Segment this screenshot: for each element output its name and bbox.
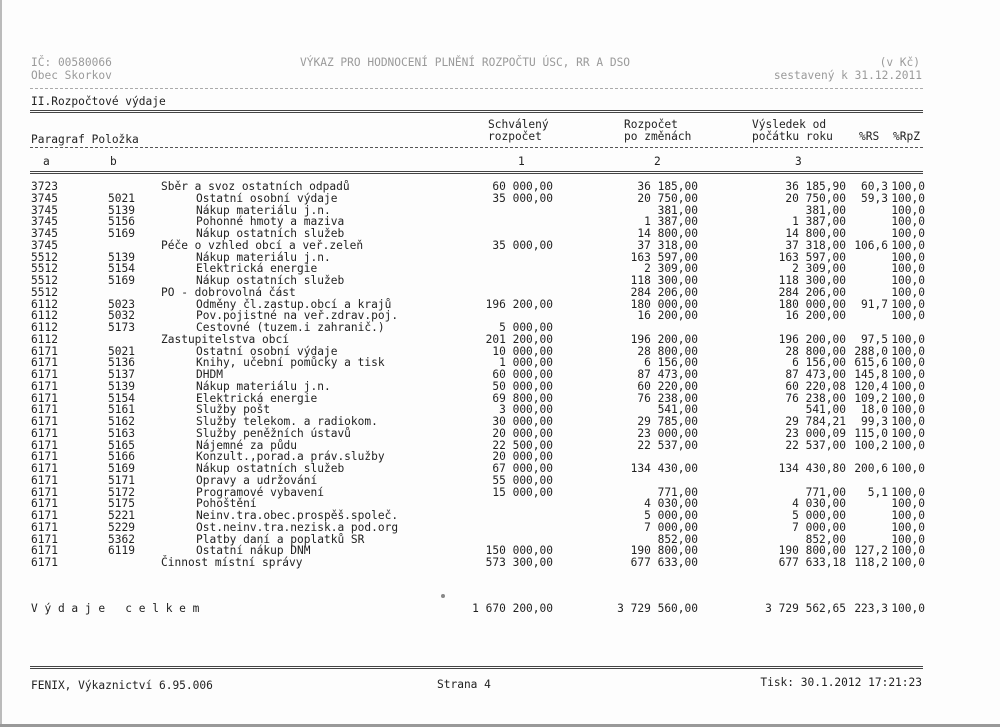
rpz-cell: 100,0	[891, 415, 925, 428]
paragraf-cell: 6171	[31, 403, 58, 417]
rpz-cell: 100,0	[891, 203, 925, 217]
paragraf-cell: 3745	[31, 203, 58, 217]
paragraf-cell: 5512	[31, 250, 58, 264]
rozpocet-cell: 196 200,00	[630, 332, 698, 346]
table-top-rule	[30, 171, 923, 174]
polozka-cell: 5021	[108, 191, 135, 205]
item-name-cell: Služby peněžních ústavů	[196, 426, 351, 440]
schvaleny-cell: 69 800,00	[492, 391, 553, 405]
schvaleny-cell: 55 000,00	[492, 473, 553, 487]
col-letter-a: a	[43, 155, 50, 168]
item-name-cell: Knihy, učební pomůcky a tisk	[196, 356, 385, 370]
rs-cell: 288,0	[854, 344, 888, 358]
paragraf-cell: 6171	[31, 379, 58, 393]
item-name-cell: Sběr a svoz ostatních odpadů	[161, 180, 350, 193]
polozka-cell: 5163	[108, 426, 135, 440]
item-name-cell: Elektrická energie	[196, 262, 318, 276]
rpz-cell: 100,0	[891, 180, 925, 193]
schvaleny-cell: 50 000,00	[492, 379, 553, 393]
total-schvaleny: 1 670 200,00	[472, 602, 553, 615]
vysledek-cell: 163 597,00	[778, 250, 846, 264]
table-row	[0, 263, 1000, 275]
polozka-cell: 5139	[108, 203, 135, 217]
rozpocet-cell: 284 206,00	[630, 285, 698, 299]
rozpocet-cell: 76 238,00	[637, 391, 698, 405]
software-label: FENIX, Výkaznictví 6.95.006	[31, 679, 213, 692]
schvaleny-cell: 20 000,00	[492, 450, 553, 464]
table-row	[0, 475, 1000, 487]
polozka-cell: 5139	[108, 379, 135, 393]
rozpocet-cell: 163 597,00	[630, 250, 698, 264]
rpz-cell: 100,0	[891, 462, 925, 475]
ico-label: IČ: 00580066	[31, 56, 112, 69]
paragraf-cell: 6171	[31, 544, 58, 558]
rs-cell: 100,2	[854, 438, 888, 452]
schvaleny-cell: 201 200,00	[485, 332, 553, 346]
paragraf-cell: 6171	[31, 532, 58, 546]
col-number-2: 2	[654, 155, 661, 168]
schvaleny-cell: 3 000,00	[499, 403, 553, 417]
vysledek-cell: 60 220,08	[785, 379, 846, 393]
rpz-cell: 100,0	[891, 426, 925, 440]
polozka-cell: 5023	[108, 297, 135, 311]
col-number-1: 1	[518, 155, 525, 168]
rozpocet-cell: 87 473,00	[637, 368, 698, 381]
paragraf-cell: 6171	[31, 497, 58, 511]
rozpocet-cell: 14 800,00	[637, 227, 698, 240]
polozka-cell: 5139	[108, 250, 135, 264]
paragraf-cell: 6112	[31, 309, 58, 323]
table-row	[0, 428, 1000, 440]
currency-label: (v Kč)	[879, 56, 920, 69]
paragraf-cell: 3745	[31, 227, 58, 240]
item-name-cell: Platby daní a poplatků SR	[196, 532, 365, 546]
report-title: VÝKAZ PRO HODNOCENÍ PLNĚNÍ ROZPOČTU ÚSC, RR A DSO	[300, 56, 631, 69]
rozpocet-cell: 1 387,00	[644, 215, 698, 229]
vysledek-cell: 284 206,00	[778, 285, 846, 299]
col-schvaleny-2: rozpočet	[488, 130, 542, 143]
col-paragraf-polozka: Paragraf Položka	[31, 133, 139, 146]
polozka-cell: 5154	[108, 391, 135, 405]
vysledek-cell: 180 000,00	[778, 297, 846, 311]
rpz-cell: 100,0	[891, 215, 925, 229]
col-rpz: %RpZ	[893, 130, 920, 143]
table-row	[0, 240, 1000, 252]
paragraf-cell: 6171	[31, 368, 58, 381]
schvaleny-cell: 67 000,00	[492, 462, 553, 475]
item-name-cell: Činnost místní správy	[161, 556, 303, 569]
col-vysledek-2: počátku roku	[752, 130, 833, 143]
item-name-cell: Elektrická energie	[196, 391, 318, 405]
rozpocet-cell: 541,00	[657, 403, 698, 417]
polozka-cell: 5169	[108, 227, 135, 240]
municipality-name: Obec Skorkov	[31, 69, 112, 82]
vysledek-cell: 771,00	[805, 485, 846, 499]
vysledek-cell: 1 387,00	[792, 215, 846, 229]
rozpocet-cell: 37 318,00	[637, 238, 698, 252]
rozpocet-cell: 36 185,00	[637, 180, 698, 193]
item-name-cell: Ostatní osobní výdaje	[196, 191, 338, 205]
rozpocet-cell: 852,00	[657, 532, 698, 546]
total-row	[0, 603, 1000, 615]
rpz-cell: 100,0	[891, 344, 925, 358]
rozpocet-cell: 134 430,00	[630, 462, 698, 475]
col-vysledek-1: Výsledek od	[752, 118, 827, 131]
item-name-cell: Pov.pojistné na veř.zdrav.poj.	[196, 309, 399, 323]
section-divider	[30, 110, 923, 113]
paragraf-cell: 6171	[31, 450, 58, 464]
paragraf-cell: 3723	[31, 180, 58, 193]
footer-rule	[30, 666, 923, 669]
scan-speck	[441, 594, 445, 598]
rozpocet-cell: 23 000,00	[637, 426, 698, 440]
item-name-cell: Pohoštění	[196, 497, 257, 511]
schvaleny-cell: 60 000,00	[492, 180, 553, 193]
rpz-cell: 100,0	[891, 403, 925, 417]
vysledek-cell: 190 800,00	[778, 544, 846, 558]
report-date: sestavený k 31.12.2011	[773, 69, 922, 82]
col-rs: %RS	[859, 130, 880, 143]
rpz-cell: 100,0	[891, 379, 925, 393]
schvaleny-cell: 22 500,00	[492, 438, 553, 452]
col-rozpocet-2: po změnách	[624, 130, 692, 143]
paragraf-cell: 6171	[31, 356, 58, 370]
polozka-cell: 5171	[108, 473, 135, 487]
polozka-cell: 5362	[108, 532, 135, 546]
polozka-cell: 5136	[108, 356, 135, 370]
rozpocet-cell: 180 000,00	[630, 297, 698, 311]
item-name-cell: Cestovné (tuzem.i zahranič.)	[196, 321, 385, 334]
item-name-cell: Programové vybavení	[196, 485, 324, 499]
paragraf-cell: 6112	[31, 297, 58, 311]
vysledek-cell: 6 156,00	[792, 356, 846, 370]
schvaleny-cell: 20 000,00	[492, 426, 553, 440]
paragraf-cell: 3745	[31, 238, 58, 252]
col-number-3: 3	[795, 155, 802, 168]
total-rpz: 100,0	[891, 602, 925, 615]
rozpocet-cell: 16 200,00	[637, 309, 698, 323]
rpz-cell: 100,0	[891, 285, 925, 299]
paragraf-cell: 3745	[31, 215, 58, 229]
rpz-cell: 100,0	[891, 556, 925, 569]
paragraf-cell: 5512	[31, 274, 58, 287]
rpz-cell: 100,0	[891, 274, 925, 287]
rs-cell: 120,4	[854, 379, 888, 393]
rs-cell: 99,3	[861, 415, 888, 428]
rpz-cell: 100,0	[891, 497, 925, 511]
vysledek-cell: 196 200,00	[778, 332, 846, 346]
rpz-cell: 100,0	[891, 356, 925, 370]
vysledek-cell: 29 784,21	[785, 415, 846, 428]
total-label: V ý d a j e c e l k e m	[31, 602, 200, 615]
rs-cell: 18,0	[861, 403, 888, 417]
item-name-cell: Nájemné za půdu	[196, 438, 298, 452]
item-name-cell: Služby pošt	[196, 403, 271, 417]
section-title: II.Rozpočtové výdaje	[31, 95, 166, 108]
scan-edge-left	[0, 0, 2, 727]
rpz-cell: 100,0	[891, 520, 925, 534]
polozka-cell: 5137	[108, 368, 135, 381]
rs-cell: 106,6	[854, 238, 888, 252]
rozpocet-cell: 29 785,00	[637, 415, 698, 428]
vysledek-cell: 23 000,09	[785, 426, 846, 440]
rs-cell: 118,2	[854, 556, 888, 569]
polozka-cell: 5173	[108, 321, 135, 334]
rozpocet-cell: 60 220,00	[637, 379, 698, 393]
col-schvaleny-1: Schválený	[488, 118, 549, 131]
paragraf-cell: 6171	[31, 415, 58, 428]
table-row	[0, 193, 1000, 205]
table-row	[0, 381, 1000, 393]
paragraf-cell: 6112	[31, 321, 58, 334]
vysledek-cell: 36 185,90	[785, 180, 846, 193]
table-row	[0, 287, 1000, 299]
vysledek-cell: 37 318,00	[785, 238, 846, 252]
vysledek-cell: 677 633,18	[778, 556, 846, 569]
vysledek-cell: 87 473,00	[785, 368, 846, 381]
table-row	[0, 275, 1000, 287]
paragraf-cell: 6171	[31, 426, 58, 440]
paragraf-cell: 3745	[31, 191, 58, 205]
polozka-cell: 5161	[108, 403, 135, 417]
item-name-cell: Nákup materiálu j.n.	[196, 379, 331, 393]
item-name-cell: Nákup ostatních služeb	[196, 274, 345, 287]
paragraf-cell: 5512	[31, 285, 58, 299]
item-name-cell: Konzult.,porad.a práv.služby	[196, 450, 385, 464]
rpz-cell: 100,0	[891, 532, 925, 546]
rozpocet-cell: 28 800,00	[637, 344, 698, 358]
vysledek-cell: 76 238,00	[785, 391, 846, 405]
schvaleny-cell: 35 000,00	[492, 191, 553, 205]
rpz-cell: 100,0	[891, 438, 925, 452]
schvaleny-cell: 150 000,00	[485, 544, 553, 558]
rpz-cell: 100,0	[891, 509, 925, 522]
rpz-cell: 100,0	[891, 485, 925, 499]
rs-cell: 5,1	[867, 485, 888, 499]
rozpocet-cell: 190 800,00	[630, 544, 698, 558]
rs-cell: 127,2	[854, 544, 888, 558]
polozka-cell: 5154	[108, 262, 135, 276]
paragraf-cell: 5512	[31, 262, 58, 276]
schvaleny-cell: 35 000,00	[492, 238, 553, 252]
polozka-cell: 6119	[108, 544, 135, 558]
rpz-cell: 100,0	[891, 332, 925, 346]
rpz-cell: 100,0	[891, 368, 925, 381]
page-number: Strana 4	[437, 678, 491, 691]
header-divider	[30, 88, 923, 89]
polozka-cell: 5175	[108, 497, 135, 511]
vysledek-cell: 381,00	[805, 203, 846, 217]
paragraf-cell: 6171	[31, 438, 58, 452]
header-rule	[30, 147, 923, 148]
polozka-cell: 5032	[108, 309, 135, 323]
col-rozpocet-1: Rozpočet	[624, 118, 678, 131]
item-name-cell: Ost.neinv.tra.nezisk.a pod.org	[196, 520, 399, 534]
item-name-cell: Opravy a udržování	[196, 473, 318, 487]
vysledek-cell: 118 300,00	[778, 274, 846, 287]
paragraf-cell: 6171	[31, 473, 58, 487]
schvaleny-cell: 10 000,00	[492, 344, 553, 358]
rozpocet-cell: 2 309,00	[644, 262, 698, 276]
rs-cell: 115,0	[854, 426, 888, 440]
paragraf-cell: 6112	[31, 332, 58, 346]
item-name-cell: Nákup materiálu j.n.	[196, 250, 331, 264]
table-row	[0, 299, 1000, 311]
vysledek-cell: 20 750,00	[785, 191, 846, 205]
vysledek-cell: 22 537,00	[785, 438, 846, 452]
rozpocet-cell: 118 300,00	[630, 274, 698, 287]
paragraf-cell: 6171	[31, 344, 58, 358]
polozka-cell: 5221	[108, 509, 135, 522]
item-name-cell: Služby telekom. a radiokom.	[196, 415, 378, 428]
rpz-cell: 100,0	[891, 544, 925, 558]
total-rs: 223,3	[854, 602, 888, 615]
vysledek-cell: 852,00	[805, 532, 846, 546]
polozka-cell: 5229	[108, 520, 135, 534]
table-row	[0, 510, 1000, 522]
rs-cell: 97,5	[861, 332, 888, 346]
col-letter-b: b	[110, 155, 117, 168]
vysledek-cell: 5 000,00	[792, 509, 846, 522]
polozka-cell: 5162	[108, 415, 135, 428]
schvaleny-cell: 196 200,00	[485, 297, 553, 311]
schvaleny-cell: 15 000,00	[492, 485, 553, 499]
rs-cell: 109,2	[854, 391, 888, 405]
table-row	[0, 205, 1000, 217]
vysledek-cell: 541,00	[805, 403, 846, 417]
item-name-cell: Nákup ostatních služeb	[196, 462, 345, 475]
rs-cell: 91,7	[861, 297, 888, 311]
item-name-cell: Zastupitelstva obcí	[161, 332, 289, 346]
item-name-cell: Ostatní osobní výdaje	[196, 344, 338, 358]
vysledek-cell: 2 309,00	[792, 262, 846, 276]
table-row	[0, 522, 1000, 534]
paragraf-cell: 6171	[31, 391, 58, 405]
print-timestamp: Tisk: 30.1.2012 17:21:23	[760, 676, 922, 689]
item-name-cell: Odměny čl.zastup.obcí a krajů	[196, 297, 392, 311]
polozka-cell: 5169	[108, 462, 135, 475]
rpz-cell: 100,0	[891, 309, 925, 323]
schvaleny-cell: 573 300,00	[485, 556, 553, 569]
rpz-cell: 100,0	[891, 262, 925, 276]
polozka-cell: 5156	[108, 215, 135, 229]
vysledek-cell: 14 800,00	[785, 227, 846, 240]
rpz-cell: 100,0	[891, 391, 925, 405]
item-name-cell: DHDM	[196, 368, 223, 381]
rozpocet-cell: 5 000,00	[644, 509, 698, 522]
rozpocet-cell: 771,00	[657, 485, 698, 499]
rpz-cell: 100,0	[891, 297, 925, 311]
paragraf-cell: 6171	[31, 556, 58, 569]
item-name-cell: Ostatní nákup DNM	[196, 544, 311, 558]
rpz-cell: 100,0	[891, 191, 925, 205]
item-name-cell: Pohonné hmoty a maziva	[196, 215, 345, 229]
rpz-cell: 100,0	[891, 238, 925, 252]
table-row	[0, 487, 1000, 499]
schvaleny-cell: 60 000,00	[492, 368, 553, 381]
paragraf-cell: 6171	[31, 509, 58, 522]
item-name-cell: Péče o vzhled obcí a veř.zeleň	[161, 238, 364, 252]
table-row	[0, 252, 1000, 264]
rozpocet-cell: 22 537,00	[637, 438, 698, 452]
rozpocet-cell: 7 000,00	[644, 520, 698, 534]
vysledek-cell: 28 800,00	[785, 344, 846, 358]
item-name-cell: Neinv.tra.obec.prospěš.společ.	[196, 509, 399, 522]
polozka-cell: 5172	[108, 485, 135, 499]
paragraf-cell: 6171	[31, 485, 58, 499]
rs-cell: 200,6	[854, 462, 888, 475]
rozpocet-cell: 381,00	[657, 203, 698, 217]
rs-cell: 615,6	[854, 356, 888, 370]
item-name-cell: PO - dobrovolná část	[161, 285, 296, 299]
rpz-cell: 100,0	[891, 250, 925, 264]
rozpocet-cell: 677 633,00	[630, 556, 698, 569]
rs-cell: 60,3	[861, 180, 888, 193]
polozka-cell: 5166	[108, 450, 135, 464]
item-name-cell: Nákup materiálu j.n.	[196, 203, 331, 217]
table-row	[0, 216, 1000, 228]
rpz-cell: 100,0	[891, 227, 925, 240]
rozpocet-cell: 6 156,00	[644, 356, 698, 370]
rozpocet-cell: 20 750,00	[637, 191, 698, 205]
schvaleny-cell: 1 000,00	[499, 356, 553, 370]
polozka-cell: 5021	[108, 344, 135, 358]
paragraf-cell: 6171	[31, 520, 58, 534]
polozka-cell: 5169	[108, 274, 135, 287]
vysledek-cell: 16 200,00	[785, 309, 846, 323]
schvaleny-cell: 5 000,00	[499, 321, 553, 334]
total-rozpocet: 3 729 560,00	[617, 602, 698, 615]
vysledek-cell: 7 000,00	[792, 520, 846, 534]
rs-cell: 59,3	[861, 191, 888, 205]
item-name-cell: Nákup ostatních služeb	[196, 227, 345, 240]
rozpocet-cell: 4 030,00	[644, 497, 698, 511]
paragraf-cell: 6171	[31, 462, 58, 475]
table-row	[0, 334, 1000, 346]
polozka-cell: 5165	[108, 438, 135, 452]
table-row	[0, 498, 1000, 510]
rs-cell: 145,8	[854, 368, 888, 381]
vysledek-cell: 4 030,00	[792, 497, 846, 511]
vysledek-cell: 134 430,80	[778, 462, 846, 475]
schvaleny-cell: 30 000,00	[492, 415, 553, 428]
total-vysledek: 3 729 562,65	[765, 602, 846, 615]
table-row	[0, 557, 1000, 569]
